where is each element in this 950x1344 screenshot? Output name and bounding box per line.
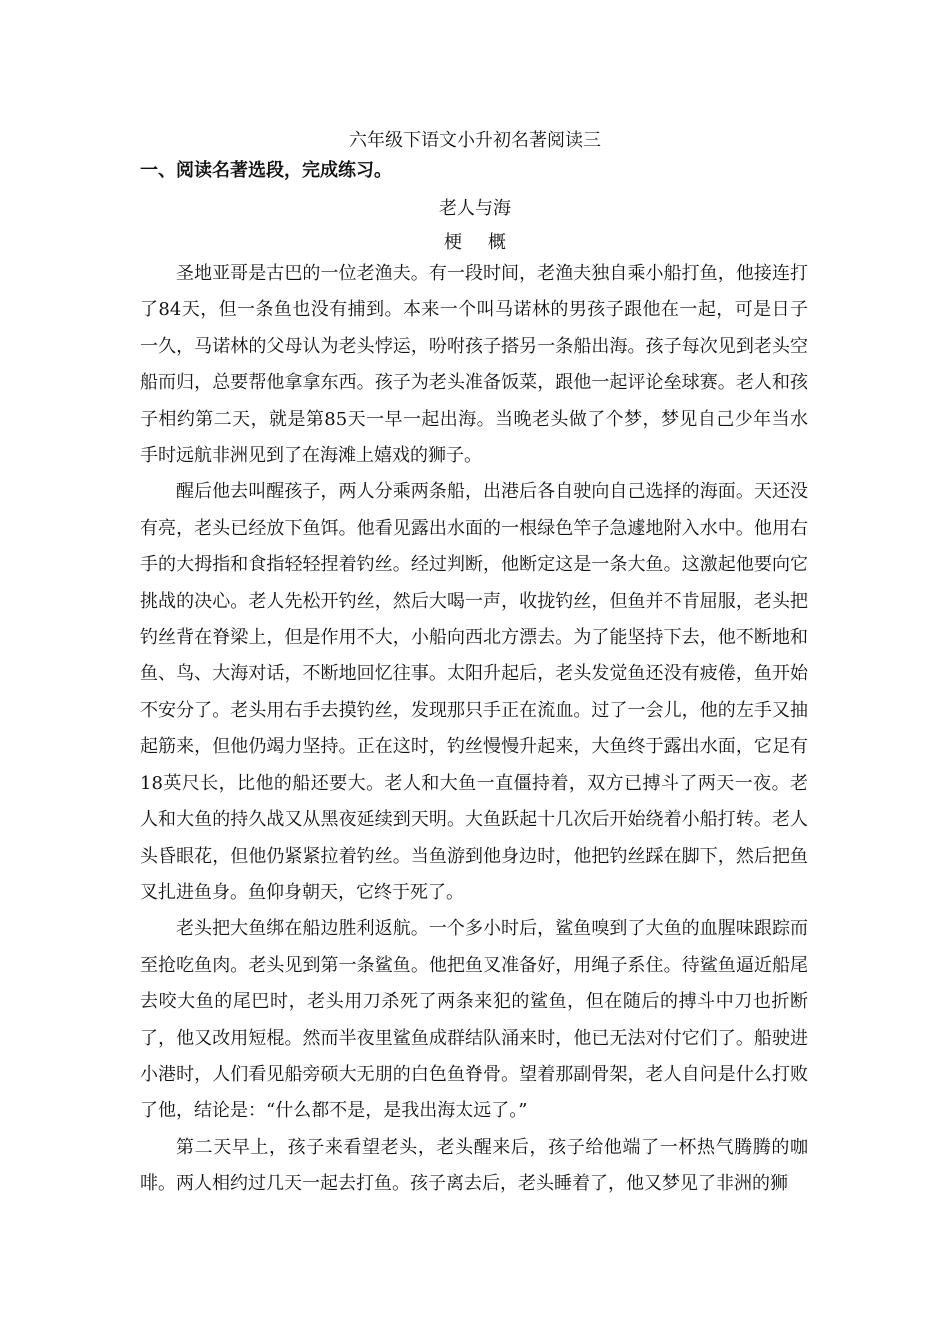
paragraph-1: 圣地亚哥是古巴的一位老渔夫。有一段时间，老渔夫独自乘小船打鱼，他接连打了84天，但一条鱼也没有捕到。本来一个叫马诺林的男孩子跟他在一起，可是日子一久，马诺林的父母认为老头悖运，吩咐孩子搭另一条船出海。孩子每次见到老头空船而归，总要帮他拿拿东西。孩子为老头准备饭菜，跟他一起评论垒球赛。老人和孩子相约第二天，就是第85天一早一起出海。当晚老头做了个梦，梦见自己少年当水手时远航非洲见到了在海滩上嬉戏的狮子。 — [140, 263, 808, 467]
paragraph-2: 醒后他去叫醒孩子，两人分乘两条船，出港后各自驶向自己选择的海面。天还没有亮，老头已经放下鱼饵。他看见露出水面的一根绿色竿子急遽地附入水中。他用右手的大拇指和食指轻轻捏着钓丝。经过判断，他断定这是一条大鱼。这激起他要向它挑战的决心。老人先松开钓丝，然后大喝一声，收拢钓丝，但鱼并不肯屈服，老头把钓丝背在脊梁上，但是作用不大，小船向西北方漂去。为了能坚持下去，他不断地和鱼、鸟、大海对话，不断地回忆往事。太阳升起后，老头发觉鱼还没有疲倦，鱼开始不安分了。老头用右手去摸钓丝，发现那只手正在流血。过了一会儿，他的左手又抽起筋来，但他仍竭力坚持。正在这时，钓丝慢慢升起来，大鱼终于露出水面，它足有18英尺长，比他的船还要大。老人和大鱼一直僵持着，双方已搏斗了两天一夜。老人和大鱼的持久战又从黑夜延续到天明。大鱼跃起十几次后开始绕着小船打转。老人头昏眼花，但他仍紧紧拉着钓丝。当鱼游到他身边时，他把钓丝踩在脚下，然后把鱼叉扎进鱼身。鱼仰身朝天，它终于死了。 — [140, 481, 808, 903]
section-heading: 一、阅读名著选段，完成练习。 — [140, 160, 392, 181]
paragraph-3: 老头把大鱼绑在船边胜利返航。一个多小时后，鲨鱼嗅到了大鱼的血腥味跟踪而至抢吃鱼肉。老头见到第一条鲨鱼。他把鱼叉准备好，用绳子系住。待鲨鱼逼近船尾去咬大鱼的尾巴时，老头用刀杀死了两条来犯的鲨鱼，但在随后的搏斗中刀也折断了，他又改用短棍。然而半夜里鲨鱼成群结队涌来时，他已无法对付它们了。船驶进小港时，人们看见船旁硕大无朋的白色鱼脊骨。望着那副骨架，老人自问是什么打败了他，结论是：“什么都不是，是我出海太远了。” — [140, 918, 808, 1122]
paragraph-4: 第二天早上，孩子来看望老头，老头醒来后，孩子给他端了一杯热气腾腾的咖啡。两人相约过几天一起去打鱼。孩子离去后，老头睡着了，他又梦见了非洲的狮 — [140, 1136, 808, 1195]
document-title: 六年级下语文小升初名著阅读三 — [349, 130, 601, 151]
synopsis-label: 梗概 — [444, 232, 532, 253]
work-title: 老人与海 — [439, 198, 511, 219]
synopsis-body — [140, 256, 808, 1203]
